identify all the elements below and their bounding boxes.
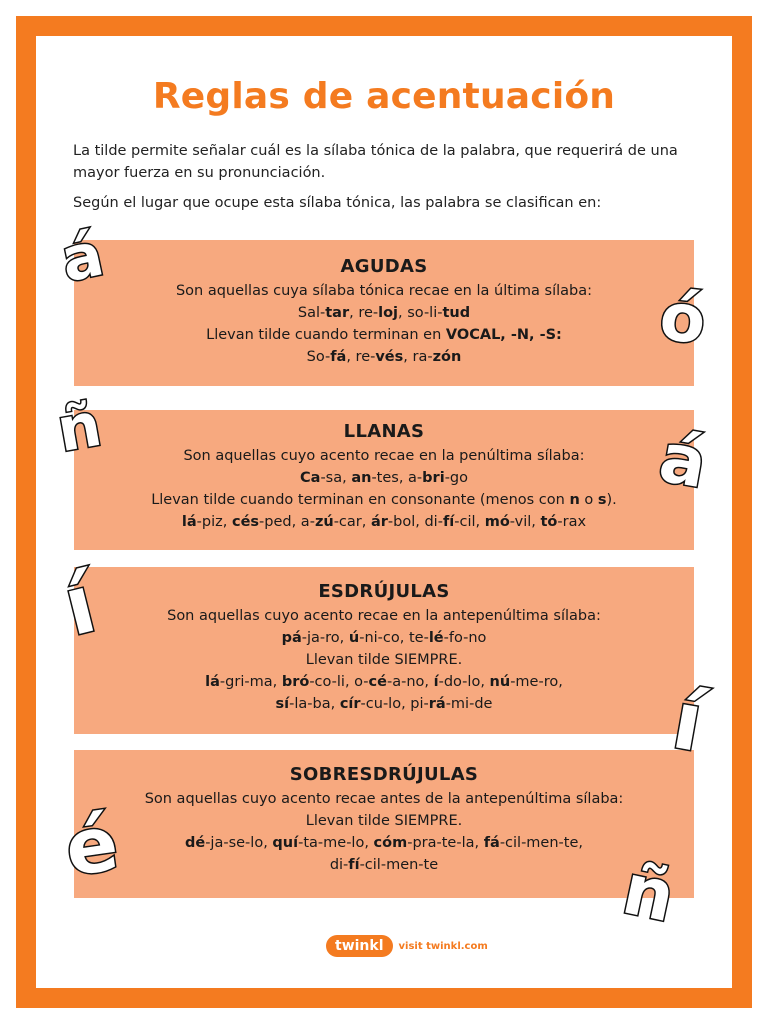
decor-letter-o-acute-icon: ó xyxy=(656,277,710,360)
footer-logo[interactable] xyxy=(326,931,488,961)
text-segment: -tes, a- xyxy=(371,470,423,486)
stressed-syllable: n xyxy=(569,492,580,508)
esdrujulas-accented-examples-2 xyxy=(74,693,694,715)
llanas-heading: LLANAS xyxy=(343,421,425,442)
decor-letter-a-acute-icon: á xyxy=(55,219,110,297)
agudas-rule xyxy=(74,324,694,346)
agudas-examples xyxy=(74,302,694,324)
stressed-syllable: s xyxy=(597,492,607,508)
text-segment: -gri-ma, xyxy=(219,674,282,690)
page-title: Reglas de acentuación xyxy=(152,76,616,117)
stressed-syllable: cés xyxy=(231,514,260,530)
stressed-syllable: fá xyxy=(483,835,500,851)
stressed-syllable: an xyxy=(351,470,372,486)
text-segment: -mi-de xyxy=(445,696,493,712)
esdrujulas-accented-examples-1 xyxy=(74,671,694,693)
text-segment: , re- xyxy=(349,305,379,321)
stressed-syllable: zón xyxy=(432,349,462,365)
llanas-examples xyxy=(74,467,694,489)
text-segment: -sa, xyxy=(320,470,352,486)
llanas-definition: Son aquellas cuyo acento recae en la penúltima sílaba: xyxy=(183,448,585,464)
stressed-syllable: fá xyxy=(330,349,347,365)
llanas-box xyxy=(74,410,694,550)
esdrujulas-rule: Llevan tilde SIEMPRE. xyxy=(305,652,463,668)
page-border xyxy=(16,16,752,1008)
text-segment: -cil, xyxy=(454,514,485,530)
text-segment: -cil-men-te, xyxy=(499,835,583,851)
stressed-syllable: bri xyxy=(422,470,445,486)
text-segment: -do-lo, xyxy=(438,674,490,690)
text-segment: , so-li- xyxy=(398,305,443,321)
esdrujulas-definition: Son aquellas cuyo acento recae en la antepenúltima sílaba: xyxy=(167,608,601,624)
text-segment: Llevan tilde cuando terminan en xyxy=(206,327,446,343)
stressed-syllable: í xyxy=(433,674,439,690)
text-segment: o xyxy=(579,492,598,508)
text-segment: -car, xyxy=(333,514,371,530)
text-segment: ). xyxy=(606,492,617,508)
text-segment: -me-ro, xyxy=(510,674,563,690)
twinkl-logo: twinkl xyxy=(326,935,393,957)
text-segment: -ta-me-lo, xyxy=(298,835,374,851)
text-segment: -ped, a- xyxy=(259,514,315,530)
stressed-syllable: cóm xyxy=(373,835,408,851)
text-segment: Sal- xyxy=(297,305,326,321)
agudas-accented-examples xyxy=(74,346,694,368)
text-segment: -rax xyxy=(557,514,587,530)
decor-letter-i-acute-icon: í xyxy=(55,557,105,654)
text-segment: -go xyxy=(444,470,468,486)
agudas-definition: Son aquellas cuya sílaba tónica recae en la última sílaba: xyxy=(175,283,593,299)
text-segment: , re- xyxy=(346,349,376,365)
stressed-syllable: lá xyxy=(181,514,197,530)
sobresdrujulas-rule: Llevan tilde SIEMPRE. xyxy=(305,813,463,829)
text-segment: -pra-te-la, xyxy=(407,835,484,851)
text-segment: di- xyxy=(329,857,349,873)
decor-letter-e-acute-icon: é xyxy=(59,797,124,894)
text-segment: Llevan tilde cuando terminan en consonante (menos con xyxy=(151,492,570,508)
stressed-syllable: zú xyxy=(314,514,334,530)
stressed-syllable: loj xyxy=(378,305,399,321)
intro-paragraph: La tilde permite señalar cuál es la sílaba tónica de la palabra, que requerirá de una mayor fuerza en su pronunciación. xyxy=(73,143,678,181)
text-segment: -vil, xyxy=(509,514,541,530)
decor-letter-n-tilde-icon: ñ xyxy=(616,847,682,939)
stressed-syllable: vés xyxy=(375,349,404,365)
text-segment: -cil-men-te xyxy=(359,857,439,873)
sobresdrujulas-accented-examples-1 xyxy=(74,832,694,854)
text-segment: -fo-no xyxy=(443,630,487,646)
sobresdrujulas-heading: SOBRESDRÚJULAS xyxy=(289,764,479,785)
footer-url[interactable]: visit twinkl.com xyxy=(398,940,488,952)
text-segment: -cu-lo, pi- xyxy=(360,696,429,712)
stressed-syllable: mó xyxy=(484,514,510,530)
text-segment: , ra- xyxy=(403,349,433,365)
stressed-syllable: nú xyxy=(489,674,511,690)
llanas-accented-examples xyxy=(74,511,694,533)
stressed-syllable: tar xyxy=(325,305,350,321)
stressed-syllable: pá xyxy=(281,630,302,646)
stressed-syllable: lé xyxy=(428,630,444,646)
stressed-syllable: quí xyxy=(272,835,299,851)
text-segment: -bol, di- xyxy=(387,514,443,530)
stressed-syllable: Ca xyxy=(300,470,321,486)
esdrujulas-box xyxy=(74,567,694,734)
esdrujulas-heading: ESDRÚJULAS xyxy=(318,581,450,602)
text-segment: -co-li, o- xyxy=(309,674,369,690)
stressed-syllable: ár xyxy=(370,514,388,530)
stressed-syllable: ú xyxy=(348,630,360,646)
stressed-syllable: rá xyxy=(428,696,446,712)
decor-letter-n-tilde-icon: ñ xyxy=(52,389,107,467)
stressed-syllable: tud xyxy=(442,305,471,321)
sobresdrujulas-accented-examples-2 xyxy=(74,854,694,876)
text-segment: -piz, xyxy=(196,514,232,530)
stressed-syllable: dé xyxy=(184,835,206,851)
agudas-heading: AGUDAS xyxy=(340,256,428,277)
decor-letter-i-acute-icon: í xyxy=(666,673,710,770)
sobresdrujulas-box xyxy=(74,750,694,898)
text-segment: So- xyxy=(306,349,331,365)
stressed-syllable: cé xyxy=(368,674,387,690)
decor-letter-a-acute-icon: á xyxy=(653,418,713,505)
stressed-syllable: lá xyxy=(205,674,220,690)
llanas-rule xyxy=(74,489,694,511)
classification-intro: Según el lugar que ocupe esta sílaba tónica, las palabra se clasifican en: xyxy=(73,195,602,211)
text-segment: -ni-co, te- xyxy=(359,630,429,646)
text-segment: -ja-se-lo, xyxy=(205,835,273,851)
stressed-syllable: cír xyxy=(339,696,361,712)
stressed-syllable: tó xyxy=(540,514,558,530)
text-segment: -la-ba, xyxy=(289,696,340,712)
text-segment: -a-no, xyxy=(386,674,434,690)
stressed-syllable: fí xyxy=(442,514,455,530)
stressed-syllable: VOCAL, -N, -S: xyxy=(445,327,562,343)
agudas-box xyxy=(74,240,694,386)
text-segment: -ja-ro, xyxy=(301,630,349,646)
esdrujulas-examples xyxy=(74,627,694,649)
stressed-syllable: fí xyxy=(348,857,360,873)
stressed-syllable: sí xyxy=(275,696,290,712)
stressed-syllable: bró xyxy=(281,674,310,690)
poster-sheet xyxy=(36,36,732,988)
sobresdrujulas-definition: Son aquellas cuyo acento recae antes de la antepenúltima sílaba: xyxy=(144,791,624,807)
